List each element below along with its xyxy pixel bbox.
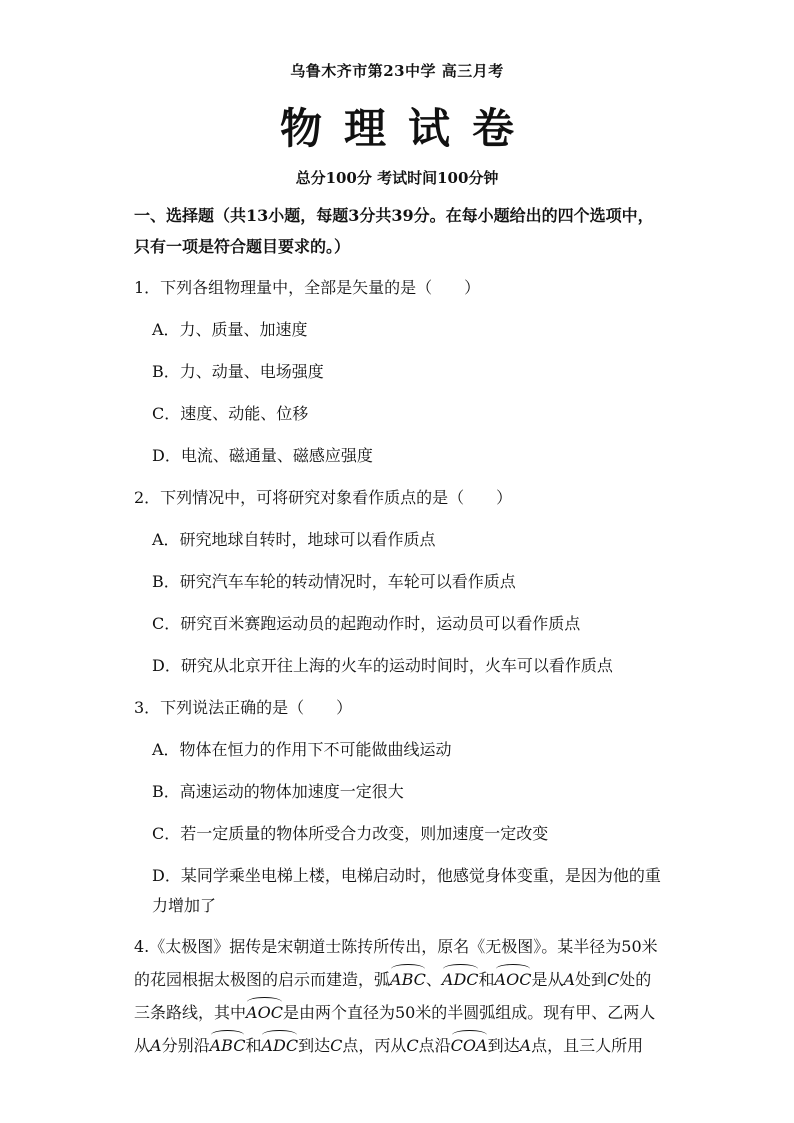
option-c: C．若一定质量的物体所受合力改变，则加速度一定改变 (152, 824, 549, 843)
option-c: C．研究百米赛跑运动员的起跑动作时，运动员可以看作质点 (152, 614, 581, 633)
option-a: A．研究地球自转时，地球可以看作质点 (152, 530, 436, 549)
question-1 (134, 274, 664, 470)
q4-line-3: 三条路线，其中AOC是由两个直径为50米的半圆弧组成。现有甲、乙两人 (134, 995, 664, 1028)
question-stem: 2．下列情况中，可将研究对象看作质点的是（ ） (134, 488, 513, 507)
option-a: A．力、质量、加速度 (152, 320, 308, 339)
point-a: A (519, 1036, 532, 1055)
arc-coa: COA (451, 1028, 488, 1061)
exam-info: 总分100分 考试时间100分钟 (295, 169, 499, 187)
question-stem: 1．下列各组物理量中，全部是矢量的是（ ） (134, 278, 481, 297)
point-c: C (330, 1036, 343, 1055)
section-heading-line2: 只有一项是符合题目要求的。） (134, 237, 351, 256)
point-c: C (406, 1036, 419, 1055)
point-a: A (563, 970, 576, 989)
q4-line-1: 4.《太极图》据传是宋朝道士陈抟所传出，原名《无极图》。某半径为50米 (134, 937, 658, 956)
option-d: D．某同学乘坐电梯上楼，电梯启动时，他感觉身体变重，是因为他的重 (152, 866, 661, 885)
option-d: D．研究从北京开往上海的火车的运动时间时，火车可以看作质点 (152, 656, 613, 675)
q4-line-2: 的花园根据太极图的启示而建造，弧ABC、ADC和AOC是从A处到C处的 (134, 962, 664, 995)
exam-content (134, 200, 664, 1061)
section-heading-line1: 一、选择题（共13小题，每题3分共39分。在每小题给出的四个选项中， (134, 206, 654, 225)
option-d: D．电流、磁通量、磁感应强度 (152, 446, 373, 465)
arc-adc: ADC (442, 962, 479, 995)
option-a: A．物体在恒力的作用下不可能做曲线运动 (152, 740, 452, 759)
question-stem: 3．下列说法正确的是（ ） (134, 698, 353, 717)
school-header: 乌鲁木齐市第23中学 高三月考 (290, 62, 504, 80)
point-a: A (150, 1036, 162, 1055)
question-4 (134, 932, 664, 1061)
option-c: C．速度、动能、位移 (152, 404, 309, 423)
page-title: 物理试卷 (279, 104, 536, 153)
option-b: B．力、动量、电场强度 (152, 362, 324, 381)
question-3 (134, 694, 664, 920)
arc-adc: ADC (261, 1028, 298, 1061)
arc-abc: ABC (390, 962, 426, 995)
option-b: B．研究汽车车轮的转动情况时，车轮可以看作质点 (152, 572, 516, 591)
option-d-continued: 力增加了 (152, 896, 217, 915)
arc-abc: ABC (210, 1028, 246, 1061)
point-c: C (607, 970, 620, 989)
q4-line-4: 从A分别沿ABC和ADC到达C点，丙从C点沿COA到达A点，且三人所用 (134, 1028, 664, 1061)
arc-aoc: AOC (246, 995, 283, 1028)
question-2 (134, 484, 664, 680)
option-b: B．高速运动的物体加速度一定很大 (152, 782, 404, 801)
arc-aoc: AOC (495, 962, 532, 995)
